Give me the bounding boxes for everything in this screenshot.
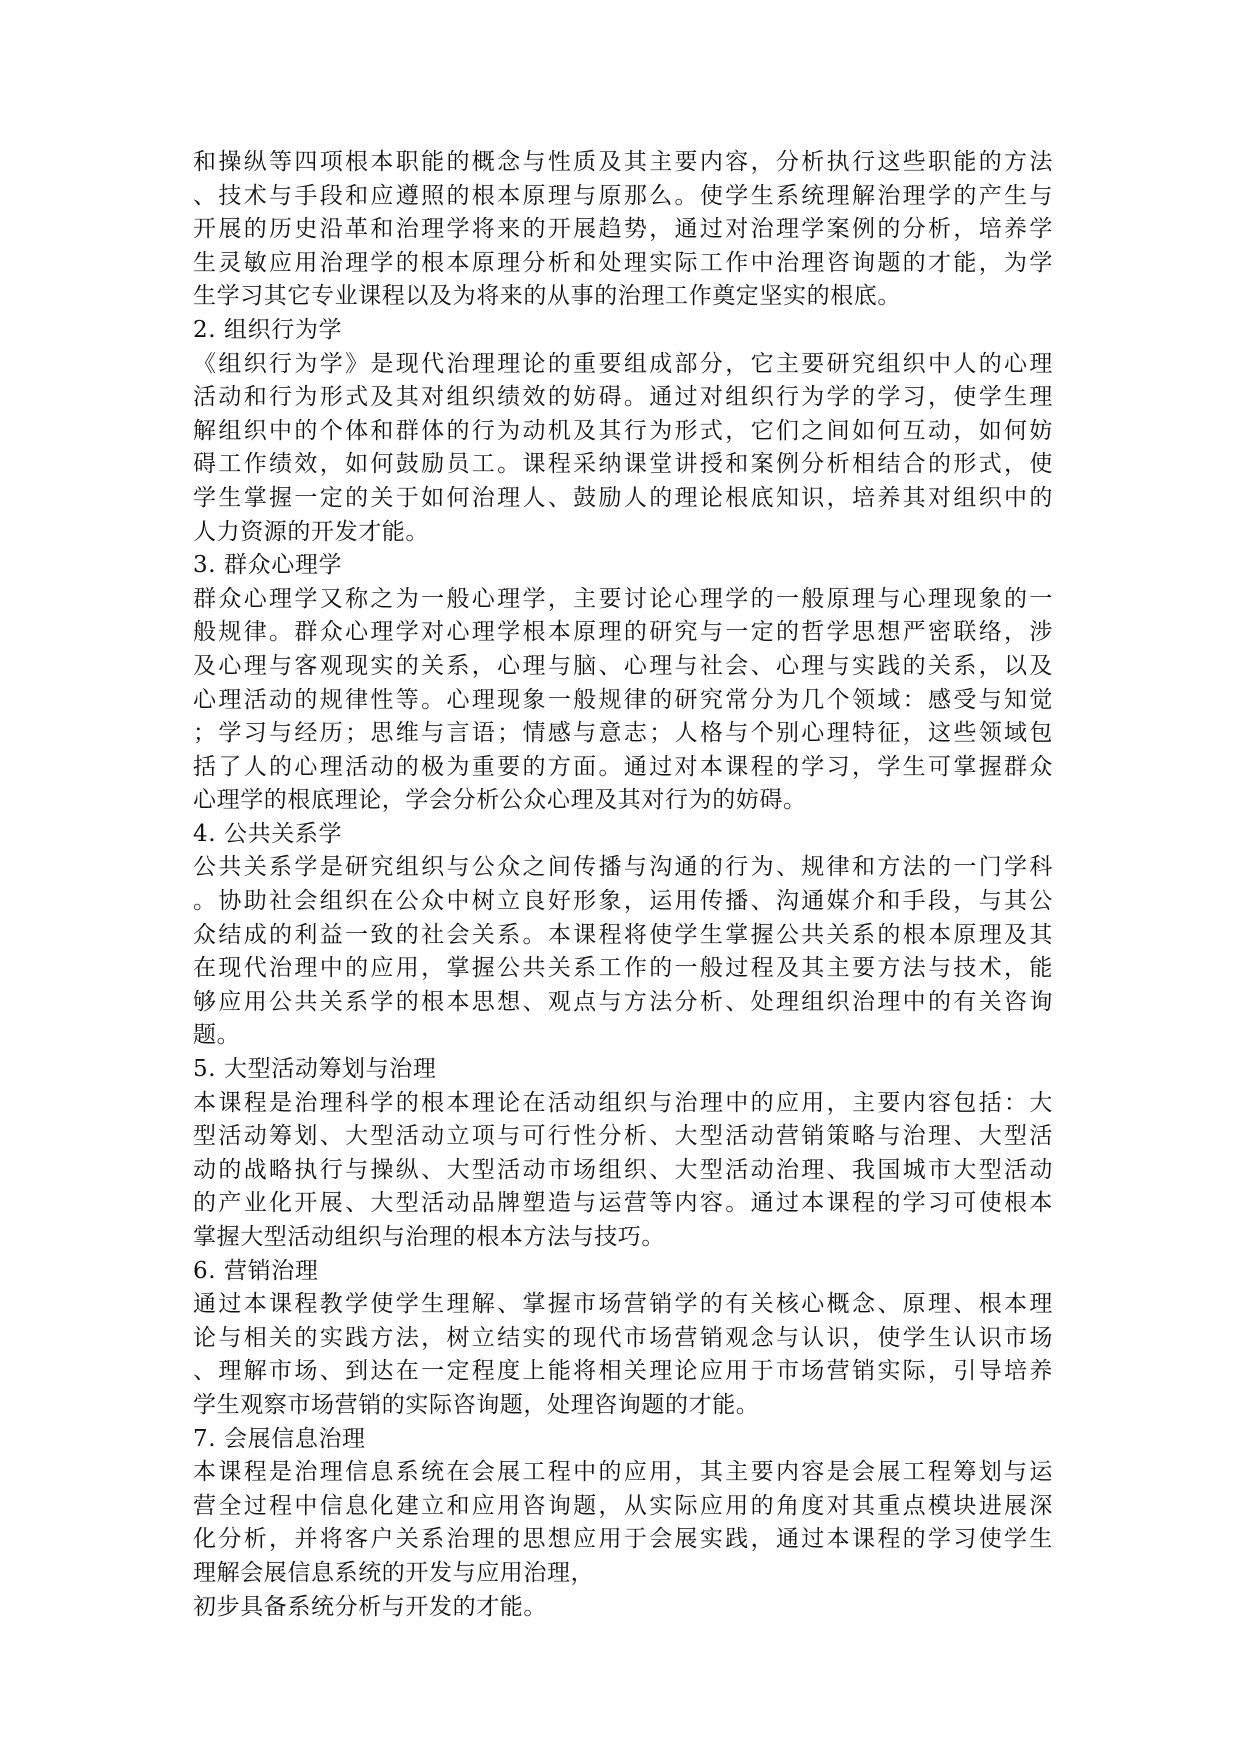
paragraph-line: 《组织行为学》是现代治理理论的重要组成部分，它主要研究组织中人的心理 (193, 350, 1053, 377)
paragraph-line: 心理学的根底理论，学会分析公众心理及其对行为的妨碍。 (193, 787, 807, 814)
paragraph-line: 群众心理学又称之为一般心理学，主要讨论心理学的一般原理与心理现象的一 (193, 585, 1053, 612)
course-section (193, 818, 1053, 1053)
paragraph-line: 通过本课程教学使学生理解、掌握市场营销学的有关核心概念、原理、根本理 (193, 1291, 1053, 1318)
paragraph-line: 般规律。群众心理学对心理学根本原理的研究与一定的哲学思想严密联络，涉 (193, 619, 1053, 646)
paragraph-line: 生灵敏应用治理学的根本原理分析和处理实际工作中治理咨询题的才能，为学 (193, 249, 1053, 276)
paragraph-line: 人力资源的开发才能。 (193, 518, 429, 545)
course-section (193, 146, 1053, 314)
paragraph-line: 在现代治理中的应用，掌握公共关系工作的一般过程及其主要方法与技术，能 (193, 955, 1053, 982)
paragraph-line: 括了人的心理活动的极为重要的方面。通过对本课程的学习，学生可掌握群众 (193, 753, 1053, 780)
section-heading: 7. 会展信息治理 (193, 1425, 366, 1452)
paragraph-line: 论与相关的实践方法，树立结实的现代市场营销观念与认识，使学生认识市场 (193, 1324, 1053, 1351)
paragraph-line: 和操纵等四项根本职能的概念与性质及其主要内容，分析执行这些职能的方法 (193, 149, 1053, 175)
section-heading: 2. 组织行为学 (193, 316, 343, 343)
course-section (193, 314, 1053, 549)
paragraph-line: 众结成的利益一致的社会关系。本课程将使学生掌握公共关系的根本原理及其 (193, 921, 1053, 948)
paragraph-line: 题。 (193, 1022, 241, 1049)
paragraph-line: 本课程是治理科学的根本理论在活动组织与治理中的应用，主要内容包括：大 (193, 1089, 1053, 1116)
paragraph-line: 、技术与手段和应遵照的根本原理与原那么。使学生系统理解治理学的产生与 (193, 182, 1053, 209)
paragraph-line: 生学习其它专业课程以及为将来的从事的治理工作奠定坚实的根底。 (193, 283, 901, 310)
paragraph-line: 解组织中的个体和群体的行为动机及其行为形式，它们之间如何互动，如何妨 (193, 417, 1053, 444)
paragraph-line: 活动和行为形式及其对组织绩效的妨碍。通过对组织行为学的学习，使学生理 (193, 384, 1053, 411)
paragraph-line: 、理解市场、到达在一定程度上能将相关理论应用于市场营销实际，引导培养 (193, 1358, 1053, 1385)
paragraph-line: 动的战略执行与操纵、大型活动市场组织、大型活动治理、我国城市大型活动 (193, 1156, 1053, 1183)
paragraph-line: 开展的历史沿革和治理学将来的开展趋势，通过对治理学案例的分析，培养学 (193, 216, 1053, 243)
paragraph-line: 营全过程中信息化建立和应用咨询题，从实际应用的角度对其重点模块进展深 (193, 1492, 1053, 1519)
paragraph-line: 掌握大型活动组织与治理的根本方法与技巧。 (193, 1224, 665, 1250)
section-heading: 3. 群众心理学 (193, 552, 343, 579)
section-heading: 6. 营销治理 (193, 1257, 319, 1284)
course-section (193, 1423, 1053, 1625)
paragraph-line: 公共关系学是研究组织与公众之间传播与沟通的行为、规律和方法的一门学科 (193, 854, 1053, 881)
course-section (193, 549, 1053, 818)
document-body (193, 146, 1053, 1624)
course-section (193, 1255, 1053, 1423)
paragraph-line: 够应用公共关系学的根本思想、观点与方法分析、处理组织治理中的有关咨询 (193, 988, 1053, 1015)
paragraph-line: 。协助社会组织在公众中树立良好形象，运用传播、沟通媒介和手段，与其公 (193, 888, 1053, 915)
paragraph-line: 及心理与客观现实的关系，心理与脑、心理与社会、心理与实践的关系，以及 (193, 652, 1053, 679)
paragraph-line: 本课程是治理信息系统在会展工程中的应用，其主要内容是会展工程筹划与运 (193, 1459, 1053, 1486)
section-heading: 5. 大型活动筹划与治理 (193, 1056, 437, 1083)
paragraph-line: 初步具备系统分析与开发的才能。 (193, 1593, 547, 1620)
paragraph-line: 碍工作绩效，如何鼓励员工。课程采纳课堂讲授和案例分析相结合的形式，使 (193, 451, 1053, 478)
paragraph-line: ；学习与经历；思维与言语；情感与意志；人格与个别心理特征，这些领域包 (193, 720, 1053, 747)
paragraph-line: 化分析，并将客户关系治理的思想应用于会展实践，通过本课程的学习使学生 (193, 1526, 1053, 1553)
paragraph-line: 的产业化开展、大型活动品牌塑造与运营等内容。通过本课程的学习可使根本 (193, 1190, 1053, 1217)
paragraph-line: 学生观察市场营销的实际咨询题，处理咨询题的才能。 (193, 1391, 760, 1418)
paragraph-line: 学生掌握一定的关于如何治理人、鼓励人的理论根底知识，培养其对组织中的 (193, 484, 1053, 511)
course-section (193, 1053, 1053, 1255)
section-heading: 4. 公共关系学 (193, 820, 343, 847)
paragraph-line: 理解会展信息系统的开发与应用治理， (193, 1559, 595, 1586)
paragraph-line: 型活动筹划、大型活动立项与可行性分析、大型活动营销策略与治理、大型活 (193, 1123, 1053, 1150)
paragraph-line: 心理活动的规律性等。心理现象一般规律的研究常分为几个领域：感受与知觉 (193, 686, 1053, 713)
